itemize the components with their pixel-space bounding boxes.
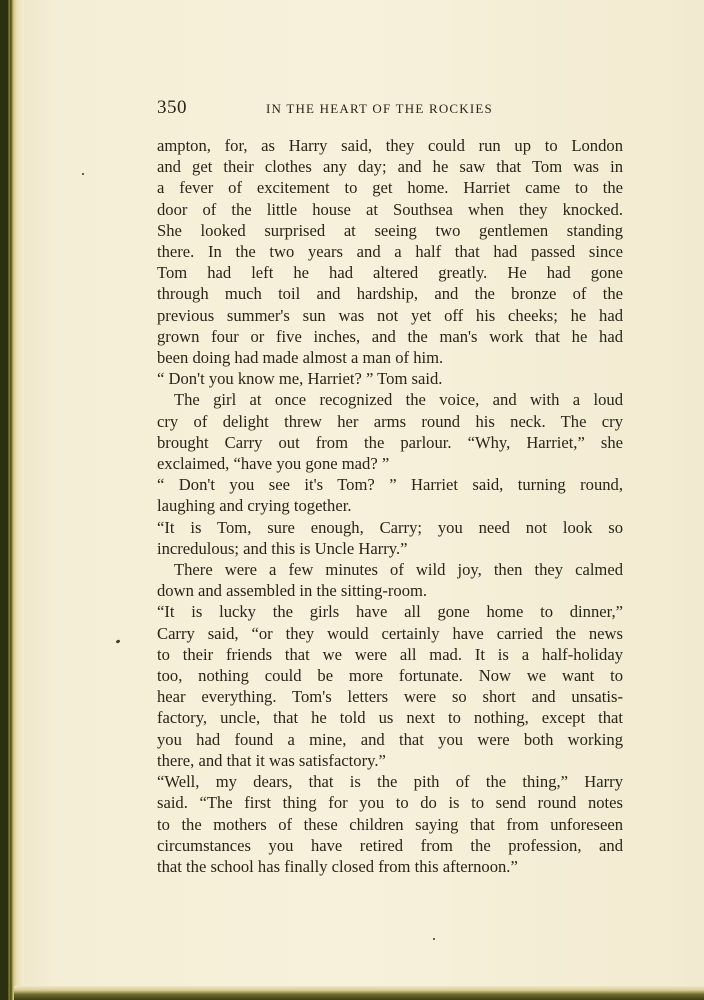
text-line: down and assembled in the sitting-room. [157, 581, 428, 601]
text-line: too, nothing could be more fortunate. Now we want to [157, 666, 623, 686]
page-bottom-edge [14, 986, 704, 1000]
text-line: Tom had left he had altered greatly. He had gone [157, 263, 623, 283]
text-line: to the mothers of these children saying that from unforeseen [157, 814, 623, 834]
text-line: The girl at once recognized the voice, and with a loud [174, 390, 623, 410]
text-line: incredulous; and this is Uncle Harry.” [157, 538, 408, 558]
text-line: that the school has finally closed from this afternoon.” [157, 856, 518, 876]
text-line: a fever of excitement to get home. Harriet came to the [157, 178, 623, 198]
text-line: there. In the two years and a half that had passed since [157, 242, 623, 262]
text-line: to their friends that we were all mad. It is a half-holiday [157, 644, 623, 664]
text-line: you had found a mine, and that you were both working [157, 729, 623, 749]
text-line: “It is Tom, sure enough, Carry; you need not look so [157, 517, 623, 537]
text-line: there, and that it was satisfactory.” [157, 750, 386, 770]
text-line: through much toil and hardship, and the bronze of the [157, 284, 623, 304]
body-text [157, 135, 623, 877]
text-line: said. “The first thing for you to do is to send round notes [157, 793, 623, 813]
text-line: grown four or five inches, and the man's work that he had [157, 326, 623, 346]
text-line: and get their clothes any day; and he saw that Tom was in [157, 157, 623, 177]
running-head: IN THE HEART OF THE ROCKIES [266, 101, 493, 116]
text-line: “ Don't you know me, Harriet? ” Tom said. [157, 369, 443, 389]
text-line: circumstances you have retired from the profession, and [157, 835, 623, 855]
paper-speck [116, 639, 121, 644]
text-line: previous summer's sun was not yet off his cheeks; he had [157, 305, 623, 325]
text-line: factory, uncle, that he told us next to nothing, except that [157, 708, 623, 728]
text-line: There were a few minutes of wild joy, then they calmed [174, 560, 623, 580]
text-line: been doing had made almost a man of him. [157, 348, 444, 368]
page-number: 350 [157, 97, 187, 118]
text-line: door of the little house at Southsea when they knocked. [157, 199, 623, 219]
paper-speck [82, 173, 84, 175]
text-line: “Well, my dears, that is the pith of the thing,” Harry [157, 772, 623, 792]
text-line: ampton, for, as Harry said, they could run up to London [157, 136, 623, 155]
text-line: “It is lucky the girls have all gone home to dinner,” [157, 602, 623, 622]
spine-shadow [0, 0, 8, 1000]
text-line: hear everything. Tom's letters were so short and unsatis- [157, 687, 623, 707]
page-header [157, 97, 623, 121]
text-line: exclaimed, “have you gone mad? ” [157, 454, 390, 474]
paper-speck [433, 938, 435, 940]
text-line: She looked surprised at seeing two gentlemen standing [157, 220, 623, 240]
text-line: brought Carry out from the parlour. “Why, Harriet,” she [157, 432, 623, 452]
text-line: laughing and crying together. [157, 496, 352, 516]
text-line: Carry said, “or they would certainly have carried the news [157, 623, 623, 643]
text-line: “ Don't you see it's Tom? ” Harriet said, turning round, [157, 475, 623, 495]
text-line: cry of delight threw her arms round his neck. The cry [157, 411, 623, 431]
